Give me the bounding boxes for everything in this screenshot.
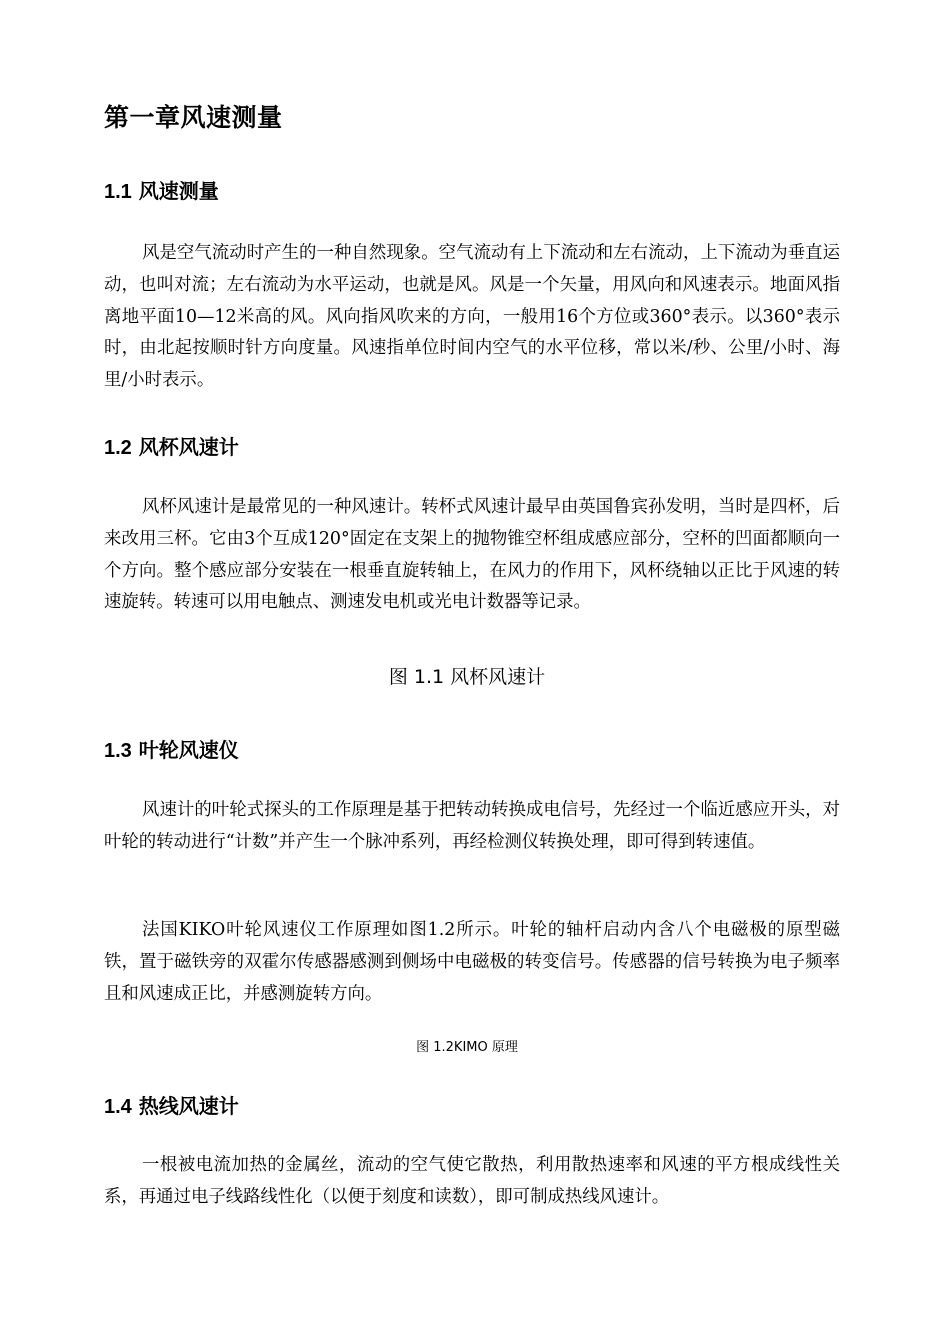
figure-caption: 图 1.2KIMO 原理 [416,1040,518,1055]
paragraph: 一根被电流加热的金属丝，流动的空气使它散热，利用散热速率和风速的平方根成线性关系，再通过电子线路线性化（以便于刻度和读数），即可制成热线风速计。 [104,1155,840,1207]
section-number: 1.1 [104,181,132,203]
section-title-text: 热线风速计 [138,1094,239,1118]
section-number: 1.3 [104,740,132,762]
section-title-text: 叶轮风速仪 [138,738,239,762]
section-heading-1-4 [104,1091,239,1122]
section-heading-1-3 [104,735,239,766]
figure-caption: 图 1.1 风杯风速计 [388,666,546,688]
section-title-text: 风杯风速计 [138,435,239,459]
section-number: 1.2 [104,437,132,459]
section-heading-1-1 [104,176,219,207]
paragraph: 风是空气流动时产生的一种自然现象。空气流动有上下流动和左右流动，上下流动为垂直运动，也叫对流；左右流动为水平运动，也就是风。风是一个矢量，用风向和风速表示。地面风指离地平面10—12米高的风。风向指风吹来的方向，一般用16个方位或360°表示。以360°表示时，由北起按顺时针方向度量。风速指单位时间内空气的水平位移，常以米/秒、公里/小时、海里/小时表示。 [104,243,840,391]
chapter-title: 第一章风速测量 [104,103,283,132]
section-title-text: 风速测量 [138,179,219,203]
paragraph: 风杯风速计是最常见的一种风速计。转杯式风速计最早由英国鲁宾孙发明，当时是四杯，后来改用三杯。它由3个互成120°固定在支架上的抛物锥空杯组成感应部分，空杯的凹面都顺向一个方向。整个感应部分安装在一根垂直旋转轴上，在风力的作用下，风杯绕轴以正比于风速的转速旋转。转速可以用电触点、测速发电机或光电计数器等记录。 [104,497,840,613]
paragraph: 风速计的叶轮式探头的工作原理是基于把转动转换成电信号，先经过一个临近感应开头，对叶轮的转动进行“计数”并产生一个脉冲系列，再经检测仪转换处理，即可得到转速值。 [104,800,840,852]
section-number: 1.4 [104,1096,132,1118]
section-heading-1-2 [104,432,239,463]
paragraph: 法国KIKO叶轮风速仪工作原理如图1.2所示。叶轮的轴杆启动内含八个电磁极的原型磁铁，置于磁铁旁的双霍尔传感器感测到侧场中电磁极的转变信号。传感器的信号转换为电子频率且和风速成正比，并感测旋转方向。 [104,920,840,1004]
